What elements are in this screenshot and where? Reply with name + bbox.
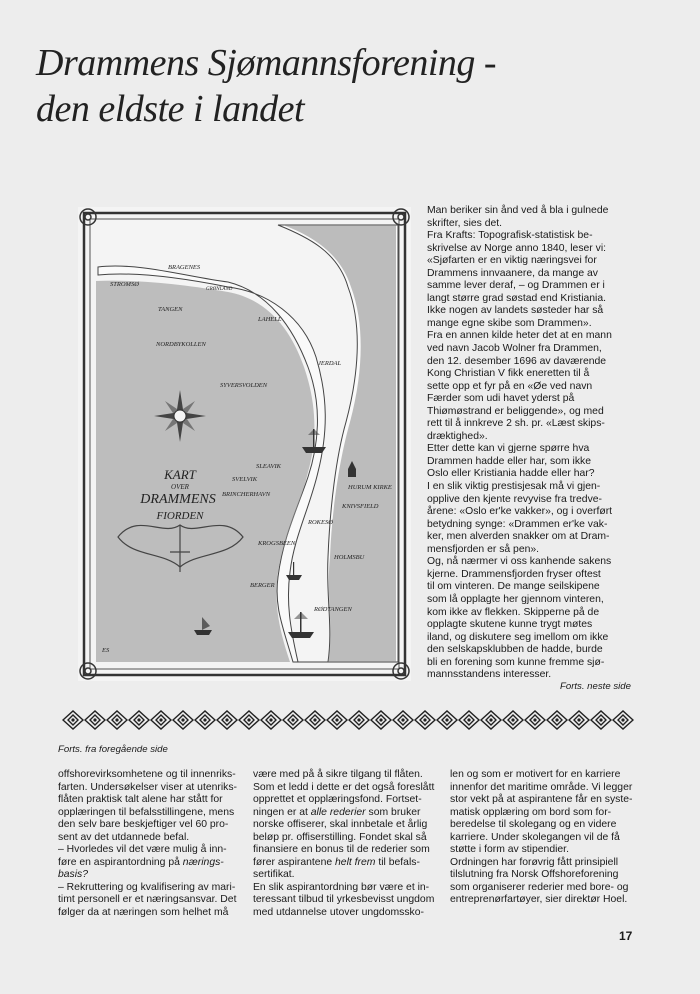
text-line: basis?	[58, 869, 89, 881]
place-gronland: GRØNLAND	[206, 287, 233, 292]
place-jerdal: JERDAL	[318, 360, 342, 367]
text-line	[58, 857, 241, 870]
text-line: med utdannelse utover ungdomssko-	[253, 907, 424, 919]
text-line: mange egne skibe som Drammen».	[427, 317, 592, 329]
text-line: Og, nå nærmer vi oss kanhende sakens	[427, 556, 612, 568]
ornament-motif-icon	[481, 711, 501, 729]
text-line: Som et ledd i dette er det også foreslått	[253, 781, 435, 793]
text-line: langt større grad søstad end Kristiania.	[427, 292, 607, 304]
text-line: som organiserer rederier med bore- og	[450, 881, 629, 893]
text-line: sertifikat.	[253, 869, 295, 881]
text-line: – Hvorledes vil det være mulig å inn-	[58, 844, 227, 856]
text-line: Man beriker sin ånd ved å bla i gulnede	[427, 205, 609, 216]
place-brincherhavn: BRINCHERHAVN	[222, 491, 271, 498]
text-line: som lå opplagte her gjennom vinteren,	[427, 593, 604, 605]
place-berger: BERGER	[250, 582, 275, 589]
body-column-c	[450, 769, 633, 907]
text-line: den selv bare beskjeftiger vel 60 pro-	[58, 819, 229, 831]
text-line: ker, men alverden snakker om at Dram-	[427, 531, 610, 543]
italic-segment: alle rederier	[310, 806, 366, 818]
text-line: beredelse til skolegang og en videre	[450, 819, 617, 831]
text-line: være med på å sikre tilgang til flåten.	[253, 769, 423, 780]
map-title-drammens: DRAMMENS	[140, 492, 216, 507]
text-line: Kong Christian V fikk eneretten til å	[427, 368, 590, 380]
ornament-motif-icon	[107, 711, 127, 729]
text-line: opplagte skutene kunne trygt møtes	[427, 619, 593, 631]
place-hurum-kirke: HURUM KIRKE	[348, 484, 392, 491]
text-line: stor vekt på at aspirantene får en syste-	[450, 794, 633, 806]
place-holmsbu: HOLMSBU	[334, 554, 365, 561]
place-svelvik: SVELVIK	[232, 476, 258, 483]
ornament-motif-icon	[85, 711, 105, 729]
decorative-divider	[62, 709, 634, 731]
text-line: len og som er motivert for en karriere	[450, 769, 621, 780]
text-line: Ordningen har forøvrig fått prinsipiell	[450, 856, 619, 868]
place-lahell: LAHELL	[258, 316, 282, 323]
text-line: iland, og diskutere seg imellom om ikke	[427, 631, 609, 643]
text-line: opplæringen til befalsstillingene, mens	[58, 806, 235, 818]
text-segment: til befals-	[375, 856, 420, 868]
text-line: kjerne. Drammensfjorden fryser oftest	[427, 568, 601, 580]
map-title-over: OVER	[171, 483, 189, 491]
text-line	[253, 857, 437, 870]
ornament-motif-icon	[459, 711, 479, 729]
fjord-map-illustration	[78, 207, 411, 681]
continued-from-previous-page: Forts. fra foregående side	[58, 744, 168, 755]
text-segment: føre en aspirantordning på	[58, 856, 183, 868]
text-line: I en slik viktig prestisjesak må vi gjen-	[427, 481, 601, 493]
text-line: Oslo eller Kristiania hadde eller har?	[427, 468, 595, 480]
text-line: farten. Undersøkelser viser at utenriks-	[58, 781, 238, 793]
text-line: beløp pr. offiserstilling. Fondet skal så	[253, 831, 427, 843]
ornament-motif-icon	[349, 711, 369, 729]
ornament-motif-icon	[63, 711, 83, 729]
italic-segment: helt frem	[335, 856, 376, 868]
ornament-motif-icon	[569, 711, 589, 729]
text-line: En slik aspirantordning bør være et in-	[253, 881, 430, 893]
text-line	[253, 807, 437, 820]
text-segment: fører aspirantene	[253, 856, 336, 868]
ornament-motif-icon	[305, 711, 325, 729]
text-line: timt personell er et næringsansvar. Det	[58, 894, 237, 906]
text-line: teressant tilbud til yrkesbevisst ungdom	[253, 894, 435, 906]
text-line: samme lever deraf, – og Drammen er i	[427, 280, 605, 292]
text-line: flåten praktisk talt alene har stått for	[58, 794, 223, 806]
ornament-motif-icon	[591, 711, 611, 729]
text-segment: som bruker	[365, 806, 421, 818]
text-line: Drammens innvaanere, da mange av	[427, 267, 598, 279]
page-number: 17	[619, 929, 633, 943]
text-line: den 12. desember 1696 av daværende	[427, 355, 607, 367]
title-line-2: den eldste i landet	[36, 88, 305, 130]
text-line: til om vinteren. De mange seilskipene	[427, 581, 600, 593]
ornament-motif-icon	[393, 711, 413, 729]
text-line: opprettet et opplæringsfond. Fortset-	[253, 794, 422, 806]
ornament-motif-icon	[217, 711, 237, 729]
place-tangen: TANGEN	[158, 306, 183, 313]
ornament-motif-icon	[173, 711, 193, 729]
ornament-motif-icon	[327, 711, 347, 729]
ornament-motif-icon	[129, 711, 149, 729]
text-line: bli en forening som kunne fremme sjø-	[427, 656, 605, 668]
place-rodtangen: RØDTANGEN	[314, 606, 352, 613]
text-line: offshorevirksomhetene og til innenriks-	[58, 769, 236, 780]
ornament-motif-icon	[195, 711, 215, 729]
place-rokeso: ROKESØ	[308, 519, 333, 526]
text-line: skrivelse av Norge anno 1840, leser vi:	[427, 242, 607, 254]
text-line: skrifter, sies det.	[427, 217, 503, 229]
ornament-motif-icon	[283, 711, 303, 729]
place-sleavik: SLEAVIK	[256, 463, 281, 470]
text-line: finansiere en bonus til de rederier som	[253, 844, 430, 856]
ornament-motif-icon	[239, 711, 259, 729]
right-column-lines	[427, 205, 635, 682]
text-line: matisk opplæring om bord som for-	[450, 806, 612, 818]
ornament-motif-icon	[525, 711, 545, 729]
text-line: tilslutning fra Norsk Offshoreforening	[450, 869, 619, 881]
map-title-kart: KART	[164, 467, 196, 482]
ornament-motif-icon	[371, 711, 391, 729]
text-line: betydning synge: «Drammen er'ke vak-	[427, 518, 608, 530]
text-line: innenfor det maritime område. Vi legger	[450, 781, 633, 793]
text-line: opplive den kjente revyvise fra tredve-	[427, 493, 602, 505]
text-line: den selskapsklubben de hadde, burde	[427, 644, 603, 656]
text-line: Færder som udi havet yderst på	[427, 393, 575, 405]
text-line: følger da at næringen som helhet må	[58, 907, 229, 919]
body-column-a	[58, 769, 241, 920]
text-line: sette opp et fyr på en «Øe ved navn	[427, 380, 593, 392]
map-signature: ES	[102, 647, 110, 654]
text-line: Thiømøstrand er beliggende», og med	[427, 405, 604, 417]
ornament-motif-icon	[437, 711, 457, 729]
text-line: Etter dette kan vi gjerne spørre hva	[427, 443, 590, 455]
place-bragenes: BRAGENES	[168, 264, 201, 271]
text-line: mannsstandens interesser.	[427, 669, 552, 681]
text-line: norske offiserer, skal innbetale et årlig	[253, 819, 428, 831]
text-line: sent av det utdannede befal.	[58, 831, 190, 843]
body-column-b	[253, 769, 437, 920]
continued-next-page: Forts. neste side	[560, 681, 631, 692]
place-stromso: STROMSØ	[110, 281, 139, 288]
ornament-motif-icon	[415, 711, 435, 729]
place-krogsbeen: KROGSBEEN	[258, 540, 296, 547]
text-line: støtte i form av stipendier.	[450, 844, 569, 856]
place-knivsfield: KNIVSFIELD	[342, 503, 379, 510]
place-syversvolden: SYVERSVOLDEN	[220, 382, 268, 389]
title-line-1: Drammens Sjømannsforening -	[36, 42, 497, 84]
place-nordbykollen: NORDBYKOLLEN	[156, 341, 206, 348]
text-line: ved navn Jacob Wolner fra Drammen,	[427, 343, 602, 355]
text-segment: ningen er at	[253, 806, 311, 818]
text-line: karriere. Under skolegangen vil de få	[450, 831, 620, 843]
italic-segment: nærings-	[182, 856, 224, 868]
text-line: kom ikke av flekken. Skipperne på de	[427, 606, 600, 618]
text-line: Drammen hadde eller har, som ikke	[427, 455, 592, 467]
article-title	[36, 40, 676, 132]
text-line: mensfjorden er så pen».	[427, 543, 540, 555]
text-line: Fra en annen kilde heter det at en mann	[427, 330, 612, 342]
text-line: dræktighed».	[427, 430, 488, 442]
ornament-motif-icon	[261, 711, 281, 729]
text-line: entreprenørfartøyer, sier direktør Hoel.	[450, 894, 628, 906]
ornament-motif-icon	[503, 711, 523, 729]
ornament-motif-icon	[613, 711, 633, 729]
text-line: Ikke nogen av landets søsteder har så	[427, 305, 604, 317]
text-line: – Rekruttering og kvalifisering av mari-	[58, 881, 236, 893]
ornament-motif-icon	[151, 711, 171, 729]
text-line: årene: «Oslo er'ke vakker», og i overført	[427, 506, 613, 518]
text-line: rett til å innkreve 2 sh. pr. «Læst skips-	[427, 418, 605, 430]
intro-column	[427, 205, 635, 682]
map-title-fiorden: FIORDEN	[156, 510, 204, 522]
ornament-motif-icon	[547, 711, 567, 729]
text-line: «Sjøfarten er en viktig næringsvei for	[427, 255, 597, 267]
text-line: Fra Krafts: Topografisk-statistisk be-	[427, 230, 593, 242]
